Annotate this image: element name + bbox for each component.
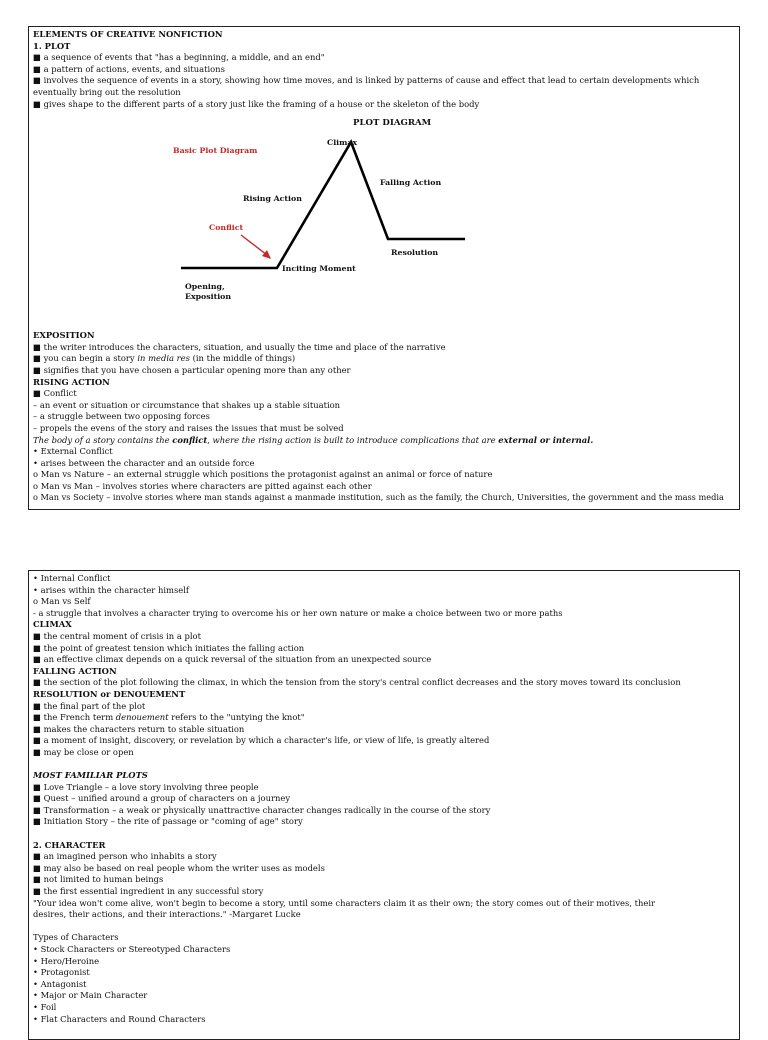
climax-label: Climax bbox=[327, 138, 358, 148]
character-type: • Hero/Heroine bbox=[33, 955, 100, 966]
resolution-bullet: ■ may be close or open bbox=[33, 746, 134, 757]
falling-action-label: Falling Action bbox=[380, 178, 442, 188]
climax-title: CLIMAX bbox=[33, 619, 72, 630]
external-conflict-line: • External Conflict bbox=[33, 446, 113, 457]
exposition-title: EXPOSITION bbox=[33, 330, 95, 341]
document-page-2 bbox=[28, 570, 740, 1040]
opening-label: Opening, bbox=[185, 282, 225, 292]
external-conflict-line: • arises between the character and an outside force bbox=[33, 457, 255, 468]
section-title-plot: 1. PLOT bbox=[33, 40, 71, 51]
external-conflict-line: o Man vs Society – involve stories where man stands against a manmade institution, such as the family, the Church, Universities, the government and the mass media bbox=[33, 492, 724, 503]
exposition-bullet: ■ you can begin a story in media res (in the middle of things) bbox=[33, 353, 296, 364]
climax-bullet: ■ the central moment of crisis in a plot bbox=[33, 630, 201, 641]
character-type: • Antagonist bbox=[33, 978, 87, 989]
plot-diagram-lines bbox=[33, 110, 733, 330]
character-type: • Protagonist bbox=[33, 967, 90, 978]
resolution-bullet: ■ the French term denouement refers to the "untying the knot" bbox=[33, 712, 305, 723]
falling-action-bullet: ■ the section of the plot following the climax, in which the tension from the story's central conflict decreases and the story moves toward its conclusion bbox=[33, 677, 681, 688]
internal-conflict-line: • arises within the character himself bbox=[33, 584, 190, 595]
resolution-bullet: ■ the final part of the plot bbox=[33, 700, 146, 711]
resolution-bullet: ■ makes the characters return to stable situation bbox=[33, 723, 245, 734]
character-type: • Foil bbox=[33, 1001, 57, 1012]
plot-bullet: ■ involves the sequence of events in a story, showing how time moves, and is linked by patterns of cause and effect that lead to certain developments which bbox=[33, 75, 700, 86]
rising-line: – an event or situation or circumstance that shakes up a stable situation bbox=[33, 399, 341, 410]
types-title: Types of Characters bbox=[33, 932, 119, 943]
plot-bullet-continuation: eventually bring out the resolution bbox=[33, 86, 181, 97]
external-conflict-line: o Man vs Nature – an external struggle which positions the protagonist against an animal or force of nature bbox=[33, 469, 493, 480]
exposition-label: Exposition bbox=[185, 292, 232, 302]
document-page-1 bbox=[28, 26, 740, 510]
internal-conflict-line: o Man vs Self bbox=[33, 596, 91, 607]
quote-line: "Your idea won't come alive, won't begin to become a story, until some characters claim it as their own; the story comes out of their motives, their bbox=[33, 897, 656, 908]
character-bullet: ■ not limited to human beings bbox=[33, 874, 164, 885]
external-conflict-line: o Man vs Man – involves stories where characters are pitted against each other bbox=[33, 480, 372, 491]
plot-bullet: ■ a pattern of actions, events, and situations bbox=[33, 63, 225, 74]
rising-line: ■ Conflict bbox=[33, 388, 77, 399]
conflict-arrow bbox=[241, 235, 267, 255]
character-bullet: ■ may also be based on real people whom the writer uses as models bbox=[33, 862, 325, 873]
basic-plot-diagram-label: Basic Plot Diagram bbox=[173, 146, 258, 156]
plot-diagram bbox=[33, 110, 735, 330]
exposition-bullet: ■ the writer introduces the characters, situation, and usually the time and place of the narrative bbox=[33, 341, 446, 352]
character-type: • Major or Main Character bbox=[33, 990, 148, 1001]
body-conflict-note: The body of a story contains the conflict, where the rising action is built to introduce complications that are external or internal. bbox=[33, 434, 594, 445]
character-type: • Flat Characters and Round Characters bbox=[33, 1013, 206, 1024]
conflict-label: Conflict bbox=[209, 223, 244, 233]
resolution-label: Resolution bbox=[391, 248, 439, 258]
resolution-title: RESOLUTION or DENOUEMENT bbox=[33, 688, 186, 699]
character-type: • Stock Characters or Stereotyped Characters bbox=[33, 944, 231, 954]
familiar-plots-title: MOST FAMILIAR PLOTS bbox=[33, 770, 148, 781]
plot-bullet: ■ gives shape to the different parts of a story just like the framing of a house or the skeleton of the body bbox=[33, 98, 480, 109]
quote-line: desires, their actions, and their interactions." -Margaret Lucke bbox=[33, 909, 301, 920]
resolution-bullet: ■ a moment of insight, discovery, or revelation by which a character's life, or view of life, is greatly altered bbox=[33, 735, 490, 746]
exposition-bullet: ■ signifies that you have chosen a particular opening more than any other bbox=[33, 364, 351, 375]
climax-bullet: ■ the point of greatest tension which initiates the falling action bbox=[33, 642, 305, 653]
familiar-plot-bullet: ■ Initiation Story – the rite of passage or "coming of age" story bbox=[33, 816, 303, 827]
internal-conflict-line: • Internal Conflict bbox=[33, 573, 111, 583]
character-bullet: ■ an imagined person who inhabits a story bbox=[33, 851, 217, 862]
section-title-character: 2. CHARACTER bbox=[33, 839, 106, 850]
document-heading: ELEMENTS OF CREATIVE NONFICTION bbox=[33, 29, 223, 39]
familiar-plot-bullet: ■ Quest – unified around a group of characters on a journey bbox=[33, 793, 291, 804]
rising-action-label: Rising Action bbox=[243, 194, 302, 204]
internal-conflict-line: - a struggle that involves a character trying to overcome his or her own nature or make a choice between two or more paths bbox=[33, 607, 563, 618]
falling-action-title: FALLING ACTION bbox=[33, 665, 117, 676]
character-bullet: ■ the first essential ingredient in any successful story bbox=[33, 886, 264, 897]
diagram-title: PLOT DIAGRAM bbox=[353, 118, 432, 129]
familiar-plot-bullet: ■ Love Triangle – a love story involving three people bbox=[33, 781, 259, 792]
rising-line: – a struggle between two opposing forces bbox=[33, 411, 210, 422]
plot-bullet: ■ a sequence of events that "has a beginning, a middle, and an end" bbox=[33, 52, 325, 63]
inciting-moment-label: Inciting Moment bbox=[282, 264, 356, 274]
rising-line: – propels the evens of the story and raises the issues that must be solved bbox=[33, 422, 344, 433]
rising-action-title: RISING ACTION bbox=[33, 376, 110, 387]
familiar-plot-bullet: ■ Transformation – a weak or physically unattractive character changes radically in the course of the story bbox=[33, 804, 491, 815]
climax-bullet: ■ an effective climax depends on a quick reversal of the situation from an unexpected source bbox=[33, 654, 432, 665]
